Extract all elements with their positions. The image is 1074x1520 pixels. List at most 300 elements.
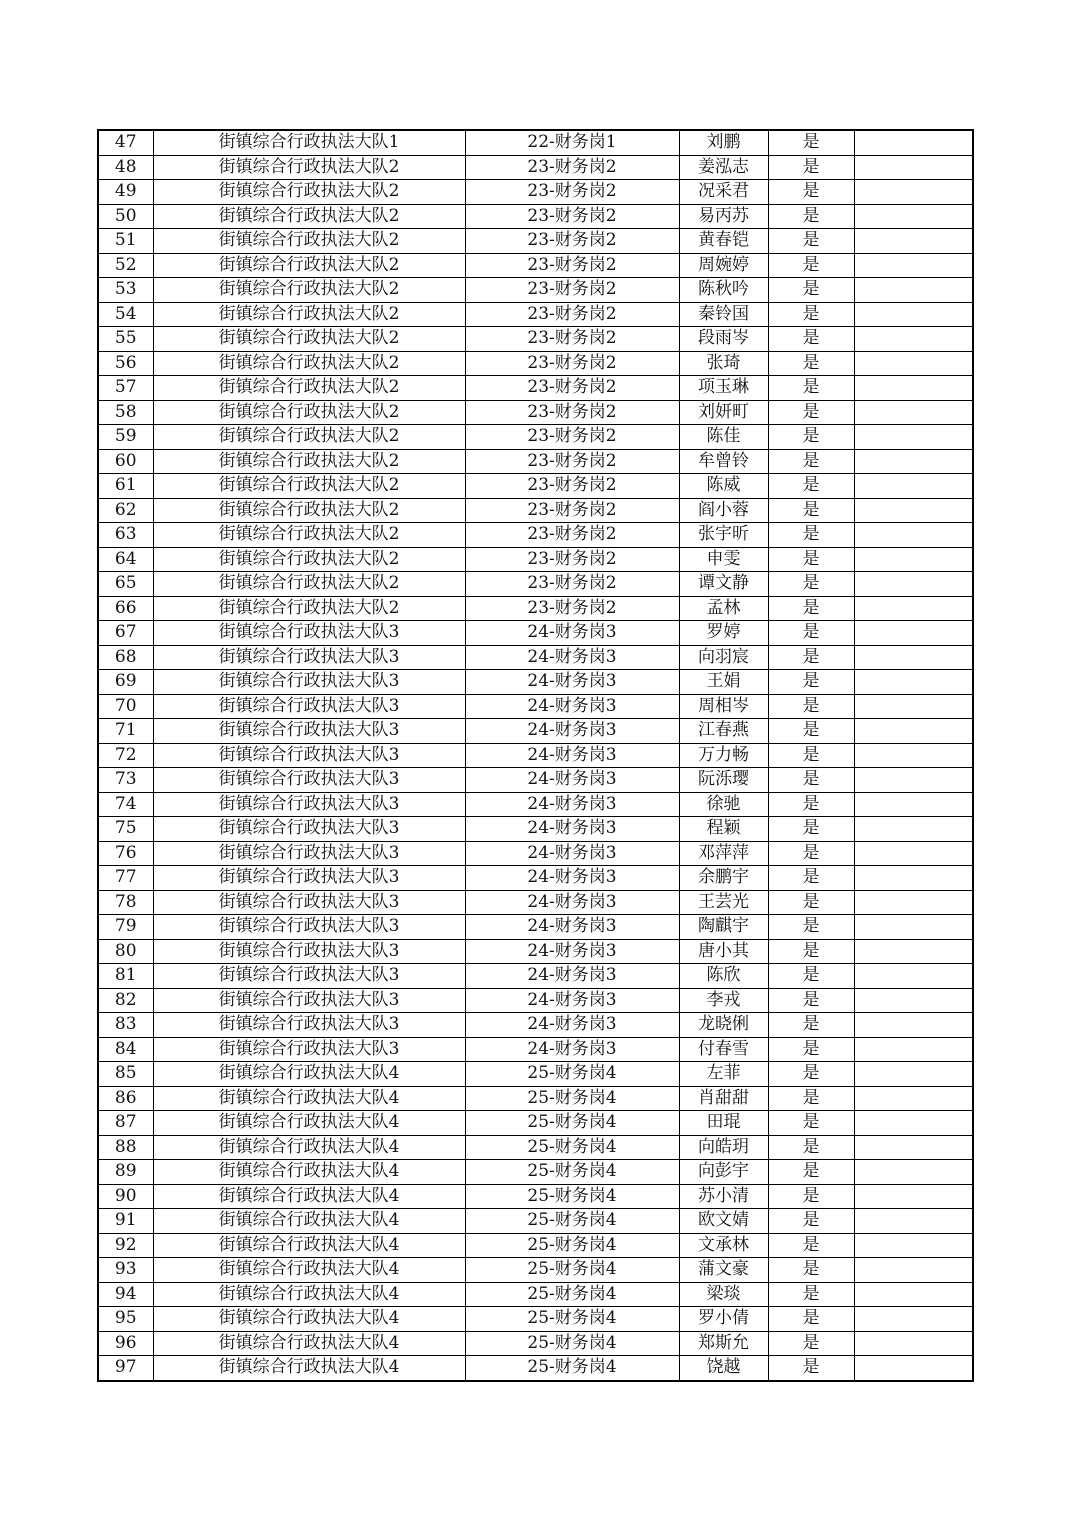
post-cell: 25-财务岗4	[465, 1062, 679, 1087]
qualified-flag-cell: 是	[768, 204, 854, 229]
row-number: 81	[98, 964, 153, 989]
post-cell: 24-财务岗3	[465, 621, 679, 646]
table-row	[98, 400, 973, 425]
remark-cell	[854, 1111, 973, 1136]
qualified-flag-cell: 是	[768, 645, 854, 670]
unit-cell: 街镇综合行政执法大队4	[153, 1307, 465, 1332]
remark-cell	[854, 1282, 973, 1307]
unit-cell: 街镇综合行政执法大队3	[153, 1013, 465, 1038]
person-name-cell: 陶麒宇	[679, 915, 768, 940]
table-row	[98, 817, 973, 842]
person-name-cell: 徐驰	[679, 792, 768, 817]
row-number: 96	[98, 1331, 153, 1356]
table-row	[98, 768, 973, 793]
row-number: 88	[98, 1135, 153, 1160]
person-name-cell: 陈佳	[679, 425, 768, 450]
table-row	[98, 278, 973, 303]
remark-cell	[854, 1135, 973, 1160]
qualified-flag-cell: 是	[768, 180, 854, 205]
unit-cell: 街镇综合行政执法大队3	[153, 988, 465, 1013]
unit-cell: 街镇综合行政执法大队4	[153, 1160, 465, 1185]
qualified-flag-cell: 是	[768, 1086, 854, 1111]
qualified-flag-cell: 是	[768, 400, 854, 425]
table-row	[98, 1062, 973, 1087]
qualified-flag-cell: 是	[768, 376, 854, 401]
qualified-flag-cell: 是	[768, 523, 854, 548]
remark-cell	[854, 449, 973, 474]
unit-cell: 街镇综合行政执法大队2	[153, 572, 465, 597]
remark-cell	[854, 1356, 973, 1381]
qualified-flag-cell: 是	[768, 572, 854, 597]
table-row	[98, 621, 973, 646]
row-number: 77	[98, 866, 153, 891]
qualified-flag-cell: 是	[768, 939, 854, 964]
row-number: 62	[98, 498, 153, 523]
post-cell: 25-财务岗4	[465, 1282, 679, 1307]
remark-cell	[854, 670, 973, 695]
unit-cell: 街镇综合行政执法大队3	[153, 792, 465, 817]
table-row	[98, 866, 973, 891]
unit-cell: 街镇综合行政执法大队3	[153, 670, 465, 695]
remark-cell	[854, 621, 973, 646]
qualified-flag-cell: 是	[768, 1307, 854, 1332]
roster-body	[98, 130, 973, 1381]
post-cell: 23-财务岗2	[465, 327, 679, 352]
remark-cell	[854, 645, 973, 670]
unit-cell: 街镇综合行政执法大队3	[153, 645, 465, 670]
unit-cell: 街镇综合行政执法大队4	[153, 1331, 465, 1356]
qualified-flag-cell: 是	[768, 890, 854, 915]
row-number: 80	[98, 939, 153, 964]
qualified-flag-cell: 是	[768, 425, 854, 450]
row-number: 95	[98, 1307, 153, 1332]
person-name-cell: 孟林	[679, 596, 768, 621]
remark-cell	[854, 1233, 973, 1258]
unit-cell: 街镇综合行政执法大队2	[153, 449, 465, 474]
person-name-cell: 肖甜甜	[679, 1086, 768, 1111]
unit-cell: 街镇综合行政执法大队2	[153, 229, 465, 254]
table-row	[98, 474, 973, 499]
remark-cell	[854, 866, 973, 891]
row-number: 53	[98, 278, 153, 303]
unit-cell: 街镇综合行政执法大队2	[153, 155, 465, 180]
table-row	[98, 1013, 973, 1038]
post-cell: 22-财务岗1	[465, 130, 679, 155]
remark-cell	[854, 988, 973, 1013]
table-row	[98, 1258, 973, 1283]
row-number: 51	[98, 229, 153, 254]
qualified-flag-cell: 是	[768, 155, 854, 180]
unit-cell: 街镇综合行政执法大队2	[153, 327, 465, 352]
table-row	[98, 1331, 973, 1356]
remark-cell	[854, 964, 973, 989]
table-row	[98, 572, 973, 597]
unit-cell: 街镇综合行政执法大队2	[153, 547, 465, 572]
person-name-cell: 苏小清	[679, 1184, 768, 1209]
post-cell: 23-财务岗2	[465, 474, 679, 499]
qualified-flag-cell: 是	[768, 1135, 854, 1160]
row-number: 71	[98, 719, 153, 744]
person-name-cell: 王芸光	[679, 890, 768, 915]
post-cell: 23-财务岗2	[465, 376, 679, 401]
post-cell: 23-财务岗2	[465, 302, 679, 327]
qualified-flag-cell: 是	[768, 498, 854, 523]
person-name-cell: 梁琰	[679, 1282, 768, 1307]
remark-cell	[854, 890, 973, 915]
qualified-flag-cell: 是	[768, 302, 854, 327]
remark-cell	[854, 1209, 973, 1234]
table-row	[98, 939, 973, 964]
remark-cell	[854, 1013, 973, 1038]
roster-table	[97, 129, 974, 1382]
person-name-cell: 况采君	[679, 180, 768, 205]
person-name-cell: 欧文婧	[679, 1209, 768, 1234]
unit-cell: 街镇综合行政执法大队1	[153, 130, 465, 155]
row-number: 75	[98, 817, 153, 842]
table-row	[98, 253, 973, 278]
unit-cell: 街镇综合行政执法大队2	[153, 302, 465, 327]
row-number: 65	[98, 572, 153, 597]
unit-cell: 街镇综合行政执法大队2	[153, 253, 465, 278]
remark-cell	[854, 743, 973, 768]
post-cell: 24-财务岗3	[465, 817, 679, 842]
person-name-cell: 唐小其	[679, 939, 768, 964]
row-number: 66	[98, 596, 153, 621]
person-name-cell: 周相岑	[679, 694, 768, 719]
post-cell: 24-财务岗3	[465, 915, 679, 940]
unit-cell: 街镇综合行政执法大队4	[153, 1233, 465, 1258]
post-cell: 25-财务岗4	[465, 1184, 679, 1209]
post-cell: 25-财务岗4	[465, 1135, 679, 1160]
unit-cell: 街镇综合行政执法大队2	[153, 180, 465, 205]
table-row	[98, 351, 973, 376]
unit-cell: 街镇综合行政执法大队3	[153, 719, 465, 744]
table-row	[98, 1282, 973, 1307]
post-cell: 24-财务岗3	[465, 1013, 679, 1038]
post-cell: 23-财务岗2	[465, 498, 679, 523]
row-number: 78	[98, 890, 153, 915]
row-number: 73	[98, 768, 153, 793]
qualified-flag-cell: 是	[768, 817, 854, 842]
table-row	[98, 1086, 973, 1111]
row-number: 61	[98, 474, 153, 499]
qualified-flag-cell: 是	[768, 327, 854, 352]
post-cell: 24-财务岗3	[465, 694, 679, 719]
qualified-flag-cell: 是	[768, 841, 854, 866]
qualified-flag-cell: 是	[768, 596, 854, 621]
post-cell: 23-财务岗2	[465, 278, 679, 303]
remark-cell	[854, 1062, 973, 1087]
row-number: 70	[98, 694, 153, 719]
qualified-flag-cell: 是	[768, 964, 854, 989]
unit-cell: 街镇综合行政执法大队3	[153, 621, 465, 646]
qualified-flag-cell: 是	[768, 1356, 854, 1381]
table-row	[98, 670, 973, 695]
row-number: 90	[98, 1184, 153, 1209]
qualified-flag-cell: 是	[768, 792, 854, 817]
row-number: 59	[98, 425, 153, 450]
remark-cell	[854, 792, 973, 817]
person-name-cell: 周婉婷	[679, 253, 768, 278]
table-row	[98, 1160, 973, 1185]
row-number: 97	[98, 1356, 153, 1381]
qualified-flag-cell: 是	[768, 988, 854, 1013]
unit-cell: 街镇综合行政执法大队2	[153, 498, 465, 523]
unit-cell: 街镇综合行政执法大队2	[153, 425, 465, 450]
remark-cell	[854, 939, 973, 964]
person-name-cell: 龙晓俐	[679, 1013, 768, 1038]
unit-cell: 街镇综合行政执法大队2	[153, 351, 465, 376]
qualified-flag-cell: 是	[768, 670, 854, 695]
post-cell: 23-财务岗2	[465, 449, 679, 474]
remark-cell	[854, 523, 973, 548]
unit-cell: 街镇综合行政执法大队2	[153, 204, 465, 229]
post-cell: 24-财务岗3	[465, 1037, 679, 1062]
table-row	[98, 130, 973, 155]
qualified-flag-cell: 是	[768, 1184, 854, 1209]
row-number: 83	[98, 1013, 153, 1038]
row-number: 93	[98, 1258, 153, 1283]
unit-cell: 街镇综合行政执法大队3	[153, 768, 465, 793]
row-number: 87	[98, 1111, 153, 1136]
post-cell: 23-财务岗2	[465, 596, 679, 621]
row-number: 50	[98, 204, 153, 229]
row-number: 91	[98, 1209, 153, 1234]
post-cell: 24-财务岗3	[465, 866, 679, 891]
row-number: 69	[98, 670, 153, 695]
post-cell: 24-财务岗3	[465, 645, 679, 670]
post-cell: 24-财务岗3	[465, 841, 679, 866]
row-number: 63	[98, 523, 153, 548]
post-cell: 25-财务岗4	[465, 1331, 679, 1356]
person-name-cell: 付春雪	[679, 1037, 768, 1062]
qualified-flag-cell: 是	[768, 1282, 854, 1307]
person-name-cell: 陈秋吟	[679, 278, 768, 303]
remark-cell	[854, 1184, 973, 1209]
row-number: 79	[98, 915, 153, 940]
remark-cell	[854, 817, 973, 842]
post-cell: 25-财务岗4	[465, 1356, 679, 1381]
remark-cell	[854, 572, 973, 597]
row-number: 64	[98, 547, 153, 572]
post-cell: 23-财务岗2	[465, 400, 679, 425]
person-name-cell: 江春燕	[679, 719, 768, 744]
post-cell: 24-财务岗3	[465, 768, 679, 793]
unit-cell: 街镇综合行政执法大队3	[153, 841, 465, 866]
row-number: 84	[98, 1037, 153, 1062]
qualified-flag-cell: 是	[768, 351, 854, 376]
qualified-flag-cell: 是	[768, 621, 854, 646]
unit-cell: 街镇综合行政执法大队4	[153, 1111, 465, 1136]
unit-cell: 街镇综合行政执法大队3	[153, 694, 465, 719]
unit-cell: 街镇综合行政执法大队2	[153, 523, 465, 548]
post-cell: 25-财务岗4	[465, 1111, 679, 1136]
person-name-cell: 陈欣	[679, 964, 768, 989]
table-row	[98, 155, 973, 180]
row-number: 74	[98, 792, 153, 817]
qualified-flag-cell: 是	[768, 1111, 854, 1136]
post-cell: 23-财务岗2	[465, 204, 679, 229]
table-row	[98, 449, 973, 474]
row-number: 55	[98, 327, 153, 352]
row-number: 72	[98, 743, 153, 768]
unit-cell: 街镇综合行政执法大队4	[153, 1282, 465, 1307]
person-name-cell: 邓萍萍	[679, 841, 768, 866]
person-name-cell: 饶越	[679, 1356, 768, 1381]
person-name-cell: 郑斯允	[679, 1331, 768, 1356]
qualified-flag-cell: 是	[768, 1160, 854, 1185]
unit-cell: 街镇综合行政执法大队2	[153, 400, 465, 425]
row-number: 76	[98, 841, 153, 866]
qualified-flag-cell: 是	[768, 253, 854, 278]
unit-cell: 街镇综合行政执法大队3	[153, 939, 465, 964]
remark-cell	[854, 768, 973, 793]
row-number: 94	[98, 1282, 153, 1307]
person-name-cell: 余鹏宇	[679, 866, 768, 891]
table-row	[98, 694, 973, 719]
table-row	[98, 890, 973, 915]
person-name-cell: 田琨	[679, 1111, 768, 1136]
table-row	[98, 964, 973, 989]
unit-cell: 街镇综合行政执法大队4	[153, 1356, 465, 1381]
person-name-cell: 文承林	[679, 1233, 768, 1258]
post-cell: 23-财务岗2	[465, 523, 679, 548]
row-number: 92	[98, 1233, 153, 1258]
person-name-cell: 张宇昕	[679, 523, 768, 548]
row-number: 47	[98, 130, 153, 155]
row-number: 86	[98, 1086, 153, 1111]
unit-cell: 街镇综合行政执法大队4	[153, 1258, 465, 1283]
remark-cell	[854, 229, 973, 254]
qualified-flag-cell: 是	[768, 547, 854, 572]
post-cell: 23-财务岗2	[465, 155, 679, 180]
row-number: 85	[98, 1062, 153, 1087]
unit-cell: 街镇综合行政执法大队3	[153, 1037, 465, 1062]
table-row	[98, 988, 973, 1013]
table-row	[98, 1184, 973, 1209]
unit-cell: 街镇综合行政执法大队4	[153, 1209, 465, 1234]
remark-cell	[854, 376, 973, 401]
remark-cell	[854, 1258, 973, 1283]
person-name-cell: 阎小蓉	[679, 498, 768, 523]
qualified-flag-cell: 是	[768, 229, 854, 254]
unit-cell: 街镇综合行政执法大队2	[153, 376, 465, 401]
post-cell: 24-财务岗3	[465, 719, 679, 744]
person-name-cell: 向彭宇	[679, 1160, 768, 1185]
qualified-flag-cell: 是	[768, 768, 854, 793]
person-name-cell: 刘妍町	[679, 400, 768, 425]
table-row	[98, 645, 973, 670]
remark-cell	[854, 1160, 973, 1185]
person-name-cell: 向皓玥	[679, 1135, 768, 1160]
table-row	[98, 498, 973, 523]
table-row	[98, 1209, 973, 1234]
person-name-cell: 李戎	[679, 988, 768, 1013]
row-number: 58	[98, 400, 153, 425]
table-row	[98, 792, 973, 817]
qualified-flag-cell: 是	[768, 1037, 854, 1062]
qualified-flag-cell: 是	[768, 866, 854, 891]
row-number: 52	[98, 253, 153, 278]
table-row	[98, 1307, 973, 1332]
remark-cell	[854, 841, 973, 866]
person-name-cell: 向羽宸	[679, 645, 768, 670]
post-cell: 24-财务岗3	[465, 792, 679, 817]
unit-cell: 街镇综合行政执法大队3	[153, 964, 465, 989]
row-number: 68	[98, 645, 153, 670]
post-cell: 24-财务岗3	[465, 743, 679, 768]
person-name-cell: 段雨岑	[679, 327, 768, 352]
unit-cell: 街镇综合行政执法大队4	[153, 1086, 465, 1111]
qualified-flag-cell: 是	[768, 1013, 854, 1038]
unit-cell: 街镇综合行政执法大队4	[153, 1062, 465, 1087]
qualified-flag-cell: 是	[768, 1209, 854, 1234]
person-name-cell: 蒲文豪	[679, 1258, 768, 1283]
unit-cell: 街镇综合行政执法大队3	[153, 866, 465, 891]
qualified-flag-cell: 是	[768, 1258, 854, 1283]
remark-cell	[854, 130, 973, 155]
qualified-flag-cell: 是	[768, 915, 854, 940]
qualified-flag-cell: 是	[768, 1062, 854, 1087]
post-cell: 25-财务岗4	[465, 1086, 679, 1111]
remark-cell	[854, 1307, 973, 1332]
row-number: 48	[98, 155, 153, 180]
person-name-cell: 张琦	[679, 351, 768, 376]
table-row	[98, 327, 973, 352]
remark-cell	[854, 351, 973, 376]
table-row	[98, 204, 973, 229]
remark-cell	[854, 302, 973, 327]
remark-cell	[854, 1037, 973, 1062]
row-number: 60	[98, 449, 153, 474]
row-number: 54	[98, 302, 153, 327]
remark-cell	[854, 400, 973, 425]
table-row	[98, 1233, 973, 1258]
post-cell: 24-财务岗3	[465, 890, 679, 915]
person-name-cell: 黄春铠	[679, 229, 768, 254]
table-row	[98, 743, 973, 768]
qualified-flag-cell: 是	[768, 474, 854, 499]
remark-cell	[854, 155, 973, 180]
unit-cell: 街镇综合行政执法大队2	[153, 596, 465, 621]
person-name-cell: 秦铃国	[679, 302, 768, 327]
table-row	[98, 302, 973, 327]
person-name-cell: 易丙苏	[679, 204, 768, 229]
row-number: 89	[98, 1160, 153, 1185]
person-name-cell: 王娟	[679, 670, 768, 695]
remark-cell	[854, 596, 973, 621]
remark-cell	[854, 547, 973, 572]
table-row	[98, 523, 973, 548]
post-cell: 25-财务岗4	[465, 1209, 679, 1234]
table-row	[98, 425, 973, 450]
qualified-flag-cell: 是	[768, 130, 854, 155]
unit-cell: 街镇综合行政执法大队3	[153, 890, 465, 915]
row-number: 57	[98, 376, 153, 401]
table-row	[98, 915, 973, 940]
table-row	[98, 596, 973, 621]
post-cell: 25-财务岗4	[465, 1233, 679, 1258]
person-name-cell: 罗婷	[679, 621, 768, 646]
unit-cell: 街镇综合行政执法大队3	[153, 915, 465, 940]
post-cell: 24-财务岗3	[465, 939, 679, 964]
person-name-cell: 牟曾铃	[679, 449, 768, 474]
person-name-cell: 程颖	[679, 817, 768, 842]
table-row	[98, 229, 973, 254]
qualified-flag-cell: 是	[768, 743, 854, 768]
table-row	[98, 547, 973, 572]
person-name-cell: 万力畅	[679, 743, 768, 768]
